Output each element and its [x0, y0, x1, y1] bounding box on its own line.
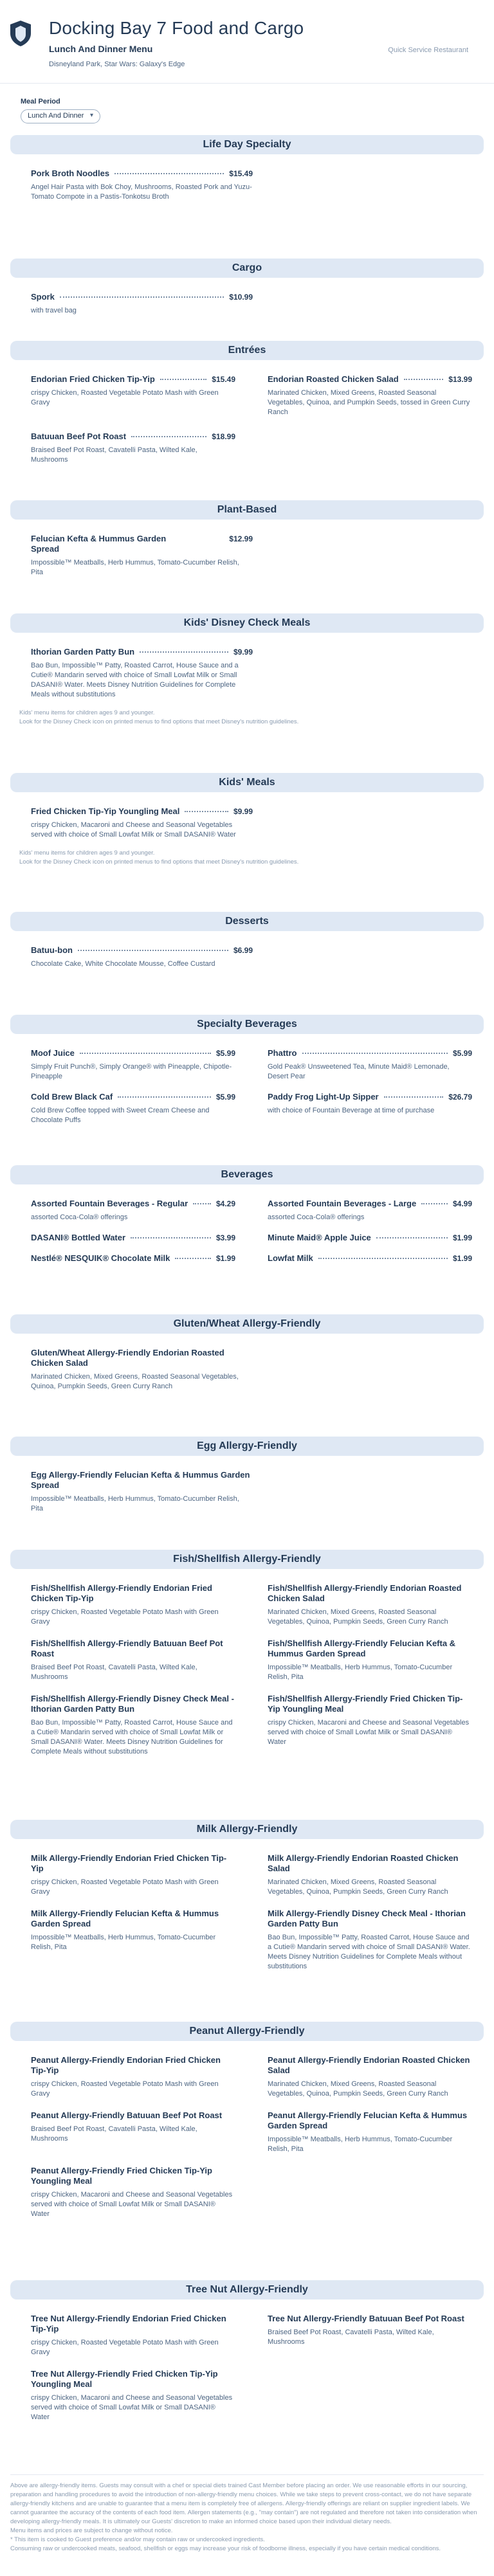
item-name: Milk Allergy-Friendly Endorian Fried Chicken Tip-Yip — [31, 1853, 227, 1873]
menu-subtitle: Lunch And Dinner Menu — [49, 44, 153, 54]
item-description: crispy Chicken, Macaroni and Cheese and Seasonal Vegetables served with choice of Small Lowfat Milk or Small DASANI® Water — [31, 2191, 233, 2218]
item-description: Impossible™ Meatballs, Herb Hummus, Tomato-Cucumber Relish, Pita — [31, 559, 239, 576]
section-peanut-allergy-friendly — [10, 2022, 484, 2219]
item-name: Pork Broth Noodles — [31, 168, 110, 178]
item-name: Fish/Shellfish Allergy-Friendly Endorian Roasted Chicken Salad — [268, 1583, 462, 1603]
item-name: Peanut Allergy-Friendly Felucian Kefta & Hummus Garden Spread — [268, 2110, 468, 2130]
item-name: Tree Nut Allergy-Friendly Batuuan Beef Pot Roast — [268, 2314, 464, 2323]
item-name: Peanut Allergy-Friendly Endorian Roasted Chicken Salad — [268, 2055, 470, 2075]
item-price: $9.99 — [233, 807, 253, 816]
restaurant-crest-icon — [9, 19, 32, 48]
item-name: Assorted Fountain Beverages - Regular — [31, 1199, 188, 1208]
menu-item — [31, 2314, 235, 2357]
section-title: Peanut Allergy-Friendly — [10, 2022, 484, 2041]
menu-item — [268, 1694, 472, 1757]
item-description: crispy Chicken, Roasted Vegetable Potato Mash with Green Gravy — [31, 1608, 219, 1626]
item-description: Impossible™ Meatballs, Herb Hummus, Tomato-Cucumber Relish, Pita — [268, 1664, 453, 1681]
section-title: Plant-Based — [10, 500, 484, 520]
item-name: Batuuan Beef Pot Roast — [31, 431, 127, 441]
menu-item — [31, 1092, 235, 1125]
item-price: $10.99 — [229, 293, 253, 302]
menu-item — [31, 1048, 235, 1082]
section-title: Egg Allergy-Friendly — [10, 1437, 484, 1456]
menu-item — [31, 945, 253, 969]
foodborne-illness-note: Consuming raw or undercooked meats, seafood, shellfish or eggs may increase your risk of foodborne illness, especially if you have certain medical conditions. — [10, 2545, 441, 2552]
item-price: $5.99 — [215, 1093, 235, 1102]
item-description: Bao Bun, Impossible™ Patty, Roasted Carrot, House Sauce and a Cutie® Mandarin served with choice of Small Lowfat Milk or Small DASANI® Water. Meets Disney Nutrition Guidelines for Complete Meals without substitutions — [31, 1719, 233, 1755]
menu-item — [268, 1909, 472, 1972]
item-description: Chocolate Cake, White Chocolate Mousse, Coffee Custard — [31, 960, 215, 968]
menu-item — [268, 1048, 472, 1082]
item-name: Endorian Roasted Chicken Salad — [268, 374, 399, 384]
section-title: Fish/Shellfish Allergy-Friendly — [10, 1550, 484, 1569]
item-name: Milk Allergy-Friendly Endorian Roasted Chicken Salad — [268, 1853, 459, 1873]
section-title: Specialty Beverages — [10, 1015, 484, 1034]
item-price: $6.99 — [233, 946, 253, 955]
menu-item — [31, 1909, 235, 1972]
item-name: Egg Allergy-Friendly Felucian Kefta & Hummus Garden Spread — [31, 1470, 250, 1490]
item-name: Lowfat Milk — [268, 1253, 313, 1263]
item-name: Moof Juice — [31, 1048, 75, 1058]
chevron-down-icon: ▾ — [89, 112, 93, 119]
menu-item — [31, 534, 253, 577]
section-title: Milk Allergy-Friendly — [10, 1820, 484, 1839]
item-name: Milk Allergy-Friendly Felucian Kefta & Hummus Garden Spread — [31, 1909, 219, 1928]
item-name: Spork — [31, 292, 55, 302]
menu-item — [31, 292, 253, 316]
item-price: $12.99 — [229, 534, 253, 543]
menu-item — [31, 1853, 235, 1897]
item-price: $1.99 — [452, 1254, 472, 1263]
item-price: $5.99 — [215, 1049, 235, 1058]
menu-item — [268, 1199, 472, 1222]
item-description: with travel bag — [31, 307, 77, 314]
menu-item — [31, 2369, 235, 2422]
service-type: Quick Service Restaurant — [388, 46, 468, 54]
item-name: Peanut Allergy-Friendly Fried Chicken Tip-Yip Youngling Meal — [31, 2166, 212, 2186]
item-price: $1.99 — [452, 1233, 472, 1242]
item-description: Braised Beef Pot Roast, Cavatelli Pasta, Wilted Kale, Mushrooms — [268, 2328, 434, 2346]
item-name: Fish/Shellfish Allergy-Friendly Batuuan Beef Pot Roast — [31, 1638, 223, 1658]
menu-item — [31, 1199, 235, 1222]
item-description: Impossible™ Meatballs, Herb Hummus, Tomato-Cucumber Relish, Pita — [268, 2136, 453, 2153]
item-name: Nestlé® NESQUIK® Chocolate Milk — [31, 1253, 170, 1263]
section-title: Tree Nut Allergy-Friendly — [10, 2280, 484, 2299]
section-title: Entrées — [10, 341, 484, 360]
item-price: $4.29 — [215, 1199, 235, 1208]
item-description: crispy Chicken, Macaroni and Cheese and Seasonal Vegetables served with choice of Small Lowfat Milk or Small DASANI® Water — [31, 2394, 233, 2421]
menu-item — [268, 374, 472, 417]
section-life-day-specialty — [10, 135, 484, 202]
menu-item — [268, 1583, 472, 1627]
item-name: Fish/Shellfish Allergy-Friendly Felucian Kefta & Hummus Garden Spread — [268, 1638, 456, 1658]
item-price: $5.99 — [452, 1049, 472, 1058]
item-description: Cold Brew Coffee topped with Sweet Cream Cheese and Chocolate Puffs — [31, 1107, 210, 1124]
item-price: $4.99 — [452, 1199, 472, 1208]
section-tree-nut-allergy-friendly — [10, 2280, 484, 2422]
item-description: Angel Hair Pasta with Bok Choy, Mushrooms, Roasted Pork and Yuzu-Tomato Compote in a Pastis-Tonkotsu Broth — [31, 183, 252, 201]
disclaimer-text: Above are allergy-friendly items. Guests may consult with a chef or special diets trained Cast Member before placing an order. We use reasonable efforts in our sourcing, preparation and handling procedures to avoid the introduction of non-allergy-friendly menu choices. While we take steps to prevent cross-contact, we do not have separate allergy-friendly kitchens and are unable to guarantee that a menu item is completely free of allergens. Allergy-friendly offerings are reliant on supplier ingredient labels. We cannot guarantee the accuracy of the contents of each food item. Allergen statements (e.g., "may contain") are not regulated and therefore not taken into consideration when developing allergy-friendly meals. It is ultimately our Guests' discretion to make an informed choice based upon their individual dietary needs. — [10, 2482, 477, 2525]
item-description: crispy Chicken, Macaroni and Cheese and Seasonal Vegetables served with choice of Small Lowfat Milk or Small DASANI® Water — [268, 1719, 470, 1746]
item-description: Marinated Chicken, Mixed Greens, Roasted Seasonal Vegetables, Quinoa, Pumpkin Seeds, Green Curry Ranch — [268, 1878, 448, 1896]
item-price: $26.79 — [448, 1093, 472, 1102]
meal-period-select[interactable] — [21, 109, 100, 123]
menu-item — [31, 806, 253, 840]
menu-item — [31, 1348, 253, 1392]
menu-item — [31, 2055, 235, 2099]
item-name: Cold Brew Black Caf — [31, 1092, 113, 1102]
section-kids-meals — [10, 773, 484, 867]
menu-item — [31, 431, 235, 465]
menu-item — [31, 1253, 235, 1264]
item-price: $1.99 — [215, 1254, 235, 1263]
item-name: Minute Maid® Apple Juice — [268, 1233, 371, 1242]
item-name: Fish/Shellfish Allergy-Friendly Fried Chicken Tip-Yip Youngling Meal — [268, 1694, 463, 1714]
item-name: Paddy Frog Light-Up Sipper — [268, 1092, 379, 1102]
menu-item — [268, 2110, 472, 2154]
item-price: $18.99 — [212, 432, 235, 441]
section-gluten-wheat-allergy-friendly — [10, 1314, 484, 1392]
section-note: Kids' menu items for children ages 9 and younger. Look for the Disney Check icon on printed menus to find options that meet Disney's nutrition guidelines. — [19, 709, 299, 725]
section-title: Kids' Meals — [10, 773, 484, 792]
section-specialty-beverages — [10, 1015, 484, 1125]
item-price: $15.49 — [212, 375, 235, 384]
section-beverages — [10, 1165, 484, 1264]
item-description: crispy Chicken, Roasted Vegetable Potato Mash with Green Gravy — [31, 2339, 219, 2356]
menu-item — [268, 1853, 472, 1897]
section-plant-based — [10, 500, 484, 577]
menu-item — [31, 168, 253, 202]
item-description: Bao Bun, Impossible™ Patty, Roasted Carrot, House Sauce and a Cutie® Mandarin served with choice of Small DASANI® Water. Meets Disney Nutrition Guidelines for Complete Meals without substitutions — [268, 1934, 470, 1970]
menu-item — [268, 1092, 472, 1125]
item-name: Felucian Kefta & Hummus Garden Spread — [31, 534, 167, 554]
item-description: Impossible™ Meatballs, Herb Hummus, Tomato-Cucumber Relish, Pita — [31, 1495, 239, 1512]
item-description: Marinated Chicken, Mixed Greens, Roasted Seasonal Vegetables, Quinoa, Pumpkin Seeds, Green Curry Ranch — [268, 2080, 448, 2098]
item-description: Braised Beef Pot Roast, Cavatelli Pasta, Wilted Kale, Mushrooms — [31, 2125, 197, 2143]
menu-item — [31, 1233, 235, 1243]
item-description: Braised Beef Pot Roast, Cavatelli Pasta, Wilted Kale, Mushrooms — [31, 446, 197, 464]
item-description: Marinated Chicken, Mixed Greens, Roasted Seasonal Vegetables, Quinoa, Pumpkin Seeds, Green Curry Ranch — [31, 1373, 239, 1390]
item-description: Simply Fruit Punch®, Simply Orange® with Pineapple, Chipotle-Pineapple — [31, 1063, 232, 1080]
section-title: Gluten/Wheat Allergy-Friendly — [10, 1314, 484, 1334]
section-entrees — [10, 341, 484, 465]
section-title: Life Day Specialty — [10, 135, 484, 154]
item-description: Impossible™ Meatballs, Herb Hummus, Tomato-Cucumber Relish, Pita — [31, 1934, 216, 1951]
item-description: Marinated Chicken, Mixed Greens, Roasted Seasonal Vegetables, Quinoa, and Pumpkin Seeds, tossed in Green Curry Ranch — [268, 389, 470, 416]
section-note: Kids' menu items for children ages 9 and younger. Look for the Disney Check icon on printed menus to find options that meet Disney's nutrition guidelines. — [19, 849, 299, 866]
section-title: Desserts — [10, 912, 484, 931]
menu-item — [31, 1470, 253, 1514]
item-description: crispy Chicken, Roasted Vegetable Potato Mash with Green Gravy — [31, 389, 219, 406]
menu-item — [31, 1583, 235, 1627]
item-description: with choice of Fountain Beverage at time of purchase — [268, 1107, 435, 1114]
item-name: Tree Nut Allergy-Friendly Fried Chicken Tip-Yip Youngling Meal — [31, 2369, 218, 2389]
menu-item — [268, 2314, 472, 2357]
section-title: Kids' Disney Check Meals — [10, 613, 484, 633]
menu-item — [268, 1253, 472, 1264]
item-name: Phattro — [268, 1048, 297, 1058]
section-kids-disney-check-meals — [10, 613, 484, 727]
price-change-note: Menu items and prices are subject to change without notice. — [10, 2527, 173, 2534]
page-title: Docking Bay 7 Food and Cargo — [49, 18, 304, 38]
menu-item — [31, 2110, 235, 2154]
section-title: Beverages — [10, 1165, 484, 1184]
item-name: DASANI® Bottled Water — [31, 1233, 126, 1242]
menu-item — [31, 647, 253, 700]
section-desserts — [10, 912, 484, 969]
item-name: Assorted Fountain Beverages - Large — [268, 1199, 417, 1208]
allergy-disclaimer — [10, 2474, 484, 2553]
item-description: assorted Coca-Cola® offerings — [31, 1213, 128, 1221]
section-cargo — [10, 259, 484, 316]
raw-item-note: * This item is cooked to Guest preference and/or may contain raw or undercooked ingredients. — [10, 2536, 265, 2543]
item-name: Ithorian Garden Patty Bun — [31, 647, 135, 657]
item-name: Gluten/Wheat Allergy-Friendly Endorian Roasted Chicken Salad — [31, 1348, 224, 1368]
section-milk-allergy-friendly — [10, 1820, 484, 1972]
item-name: Tree Nut Allergy-Friendly Endorian Fried Chicken Tip-Yip — [31, 2314, 226, 2334]
page-header — [0, 0, 494, 84]
item-name: Endorian Fried Chicken Tip-Yip — [31, 374, 155, 384]
section-title: Cargo — [10, 259, 484, 278]
item-description: Gold Peak® Unsweetened Tea, Minute Maid® Lemonade, Desert Pear — [268, 1063, 450, 1080]
item-description: Braised Beef Pot Roast, Cavatelli Pasta, Wilted Kale, Mushrooms — [31, 1664, 197, 1681]
item-name: Batuu-bon — [31, 945, 73, 955]
menu-item — [31, 374, 235, 417]
meal-period-label: Meal Period — [21, 98, 60, 105]
menu-item — [31, 1694, 235, 1757]
menu-item — [31, 1638, 235, 1682]
item-description: crispy Chicken, Roasted Vegetable Potato Mash with Green Gravy — [31, 1878, 219, 1896]
menu-item — [268, 1638, 472, 1682]
item-name: Fish/Shellfish Allergy-Friendly Endorian Fried Chicken Tip-Yip — [31, 1583, 212, 1603]
item-name: Fish/Shellfish Allergy-Friendly Disney Check Meal - Ithorian Garden Patty Bun — [31, 1694, 234, 1714]
location-link[interactable]: Disneyland Park, Star Wars: Galaxy's Edge — [49, 60, 185, 68]
item-name: Fried Chicken Tip-Yip Youngling Meal — [31, 806, 180, 816]
section-fish-shellfish-allergy-friendly — [10, 1550, 484, 1757]
item-price: $3.99 — [215, 1233, 235, 1242]
item-price: $13.99 — [448, 375, 472, 384]
item-price: $9.99 — [233, 648, 253, 657]
item-description: assorted Coca-Cola® offerings — [268, 1213, 365, 1221]
item-price: $15.49 — [229, 169, 253, 178]
item-name: Peanut Allergy-Friendly Batuuan Beef Pot Roast — [31, 2110, 223, 2120]
item-description: Bao Bun, Impossible™ Patty, Roasted Carrot, House Sauce and a Cutie® Mandarin served with choice of Small Lowfat Milk or Small DASANI® Water. Meets Disney Nutrition Guidelines for Complete Meals without substitutions — [31, 662, 239, 698]
item-name: Peanut Allergy-Friendly Endorian Fried Chicken Tip-Yip — [31, 2055, 221, 2075]
item-name: Milk Allergy-Friendly Disney Check Meal - Ithorian Garden Patty Bun — [268, 1909, 466, 1928]
menu-item — [268, 1233, 472, 1243]
menu-item — [31, 2166, 235, 2219]
menu-item — [268, 2055, 472, 2099]
section-egg-allergy-friendly — [10, 1437, 484, 1514]
item-description: crispy Chicken, Roasted Vegetable Potato Mash with Green Gravy — [31, 2080, 219, 2098]
item-description: crispy Chicken, Macaroni and Cheese and Seasonal Vegetables served with choice of Small Lowfat Milk or Small DASANI® Water — [31, 821, 236, 839]
item-description: Marinated Chicken, Mixed Greens, Roasted Seasonal Vegetables, Quinoa, Pumpkin Seeds, Green Curry Ranch — [268, 1608, 448, 1626]
meal-period-value: Lunch And Dinner — [28, 112, 84, 120]
meal-period — [21, 98, 100, 123]
